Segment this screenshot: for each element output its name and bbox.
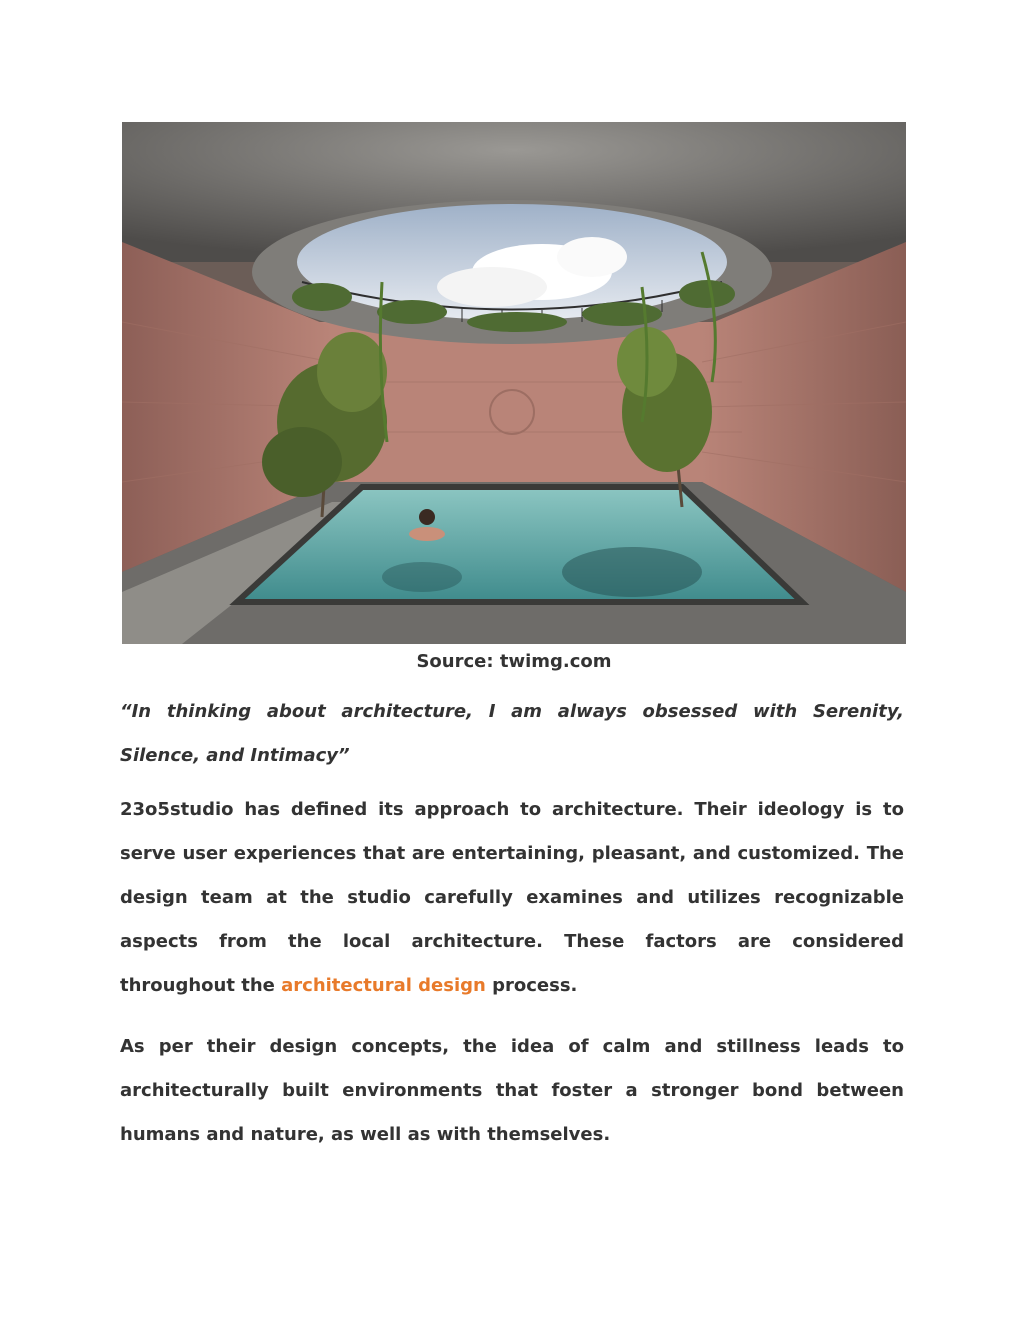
- architectural-design-link[interactable]: architectural design: [281, 975, 486, 996]
- body-paragraph-2: As per their design concepts, the idea of calm and stillness leads to architecturally built environments that foster a stronger bond between humans and nature, as well as with themselves.: [120, 1036, 904, 1145]
- article-photo: [122, 122, 906, 644]
- pool-courtyard-illustration: [122, 122, 906, 644]
- paragraph-1-text: 23o5studio has defined its approach to architecture. Their ideology is to serve user experiences that are entertaining, pleasant, and customized. The design team at the studio carefully examines and utilizes recognizable aspects from the local architecture. These factors are considered throughout the: [120, 799, 904, 996]
- pull-quote: “In thinking about architecture, I am always obsessed with Serenity, Silence, and Intimacy”: [120, 701, 904, 766]
- paragraph-1-tail: process.: [485, 975, 578, 996]
- body-paragraph-1: [120, 788, 904, 1008]
- image-caption: Source: twimg.com: [416, 651, 612, 672]
